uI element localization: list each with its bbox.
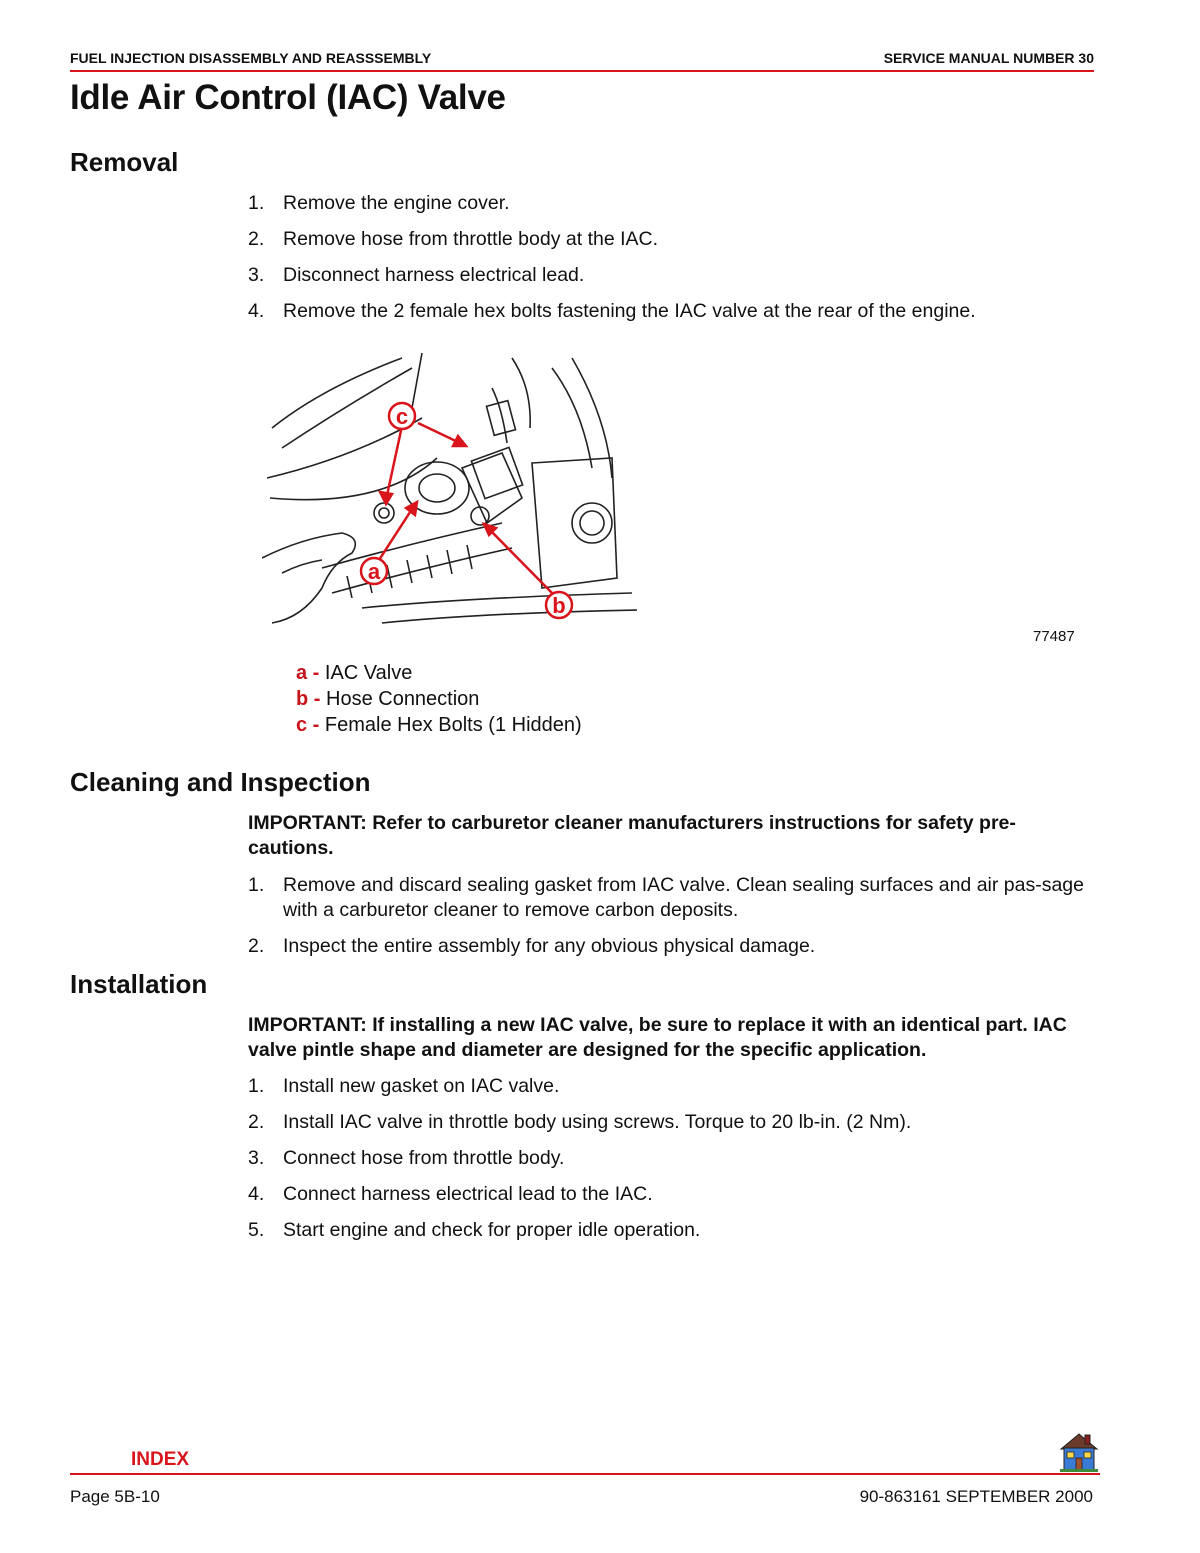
- list-item: 4. Remove the 2 female hex bolts fastening the IAC valve at the rear of the engine.: [248, 300, 976, 322]
- legend-item: a - IAC Valve: [296, 662, 413, 684]
- callout-c: c: [395, 404, 409, 429]
- list-item: 1. Install new gasket on IAC valve.: [248, 1075, 560, 1097]
- cleaning-important-note: IMPORTANT: Refer to carburetor cleaner manufacturers instructions for safety pre-cautions.: [248, 812, 1016, 859]
- cleaning-heading: Cleaning and Inspection: [70, 767, 371, 797]
- list-item: 2. Inspect the entire assembly for any obvious physical damage.: [248, 935, 816, 957]
- legend-item: c - Female Hex Bolts (1 Hidden): [296, 714, 582, 736]
- engine-line-drawing: [262, 348, 642, 628]
- installation-heading: Installation: [70, 969, 208, 999]
- home-icon[interactable]: [1058, 1431, 1100, 1473]
- header-section-title: FUEL INJECTION DISASSEMBLY AND REASSSEMBLY: [70, 50, 432, 66]
- iac-valve-illustration: [262, 348, 642, 628]
- footer-rule: [70, 1473, 1100, 1475]
- list-item: 3. Connect hose from throttle body.: [248, 1147, 565, 1169]
- header-manual-number: SERVICE MANUAL NUMBER 30: [883, 50, 1094, 66]
- figure-legend: [296, 660, 582, 738]
- installation-important-note: IMPORTANT: If installing a new IAC valve, be sure to replace it with an identical part. IAC valve pintle shape and diameter are designed for the specific application.: [248, 1014, 1067, 1061]
- callout-a: a: [367, 559, 381, 584]
- index-link[interactable]: INDEX: [131, 1449, 190, 1470]
- page-header: [70, 50, 1094, 72]
- list-item: 2. Remove hose from throttle body at the IAC.: [248, 228, 659, 250]
- removal-steps: [248, 191, 1096, 335]
- list-item: 4. Connect harness electrical lead to the IAC.: [248, 1183, 653, 1205]
- cleaning-steps: [248, 873, 1096, 970]
- removal-heading: Removal: [70, 147, 179, 177]
- list-item: 1. Remove the engine cover.: [248, 192, 510, 214]
- list-item: 1. Remove and discard sealing gasket from IAC valve. Clean sealing surfaces and air pas-sage with a carburetor cleaner to remove carbon deposits.: [248, 874, 1084, 921]
- list-item: 2. Install IAC valve in throttle body using screws. Torque to 20 lb-in. (2 Nm).: [248, 1111, 912, 1133]
- legend-item: b - Hose Connection: [296, 688, 480, 710]
- document-number-date: 90-863161 SEPTEMBER 2000: [859, 1487, 1093, 1506]
- list-item: 3. Disconnect harness electrical lead.: [248, 264, 585, 286]
- page-number: Page 5B-10: [70, 1487, 160, 1506]
- callout-b: b: [552, 593, 566, 618]
- installation-steps: [248, 1074, 1096, 1254]
- list-item: 5. Start engine and check for proper idle operation.: [248, 1219, 701, 1241]
- page-title: Idle Air Control (IAC) Valve: [70, 78, 506, 117]
- figure-number: 77487: [1033, 628, 1075, 645]
